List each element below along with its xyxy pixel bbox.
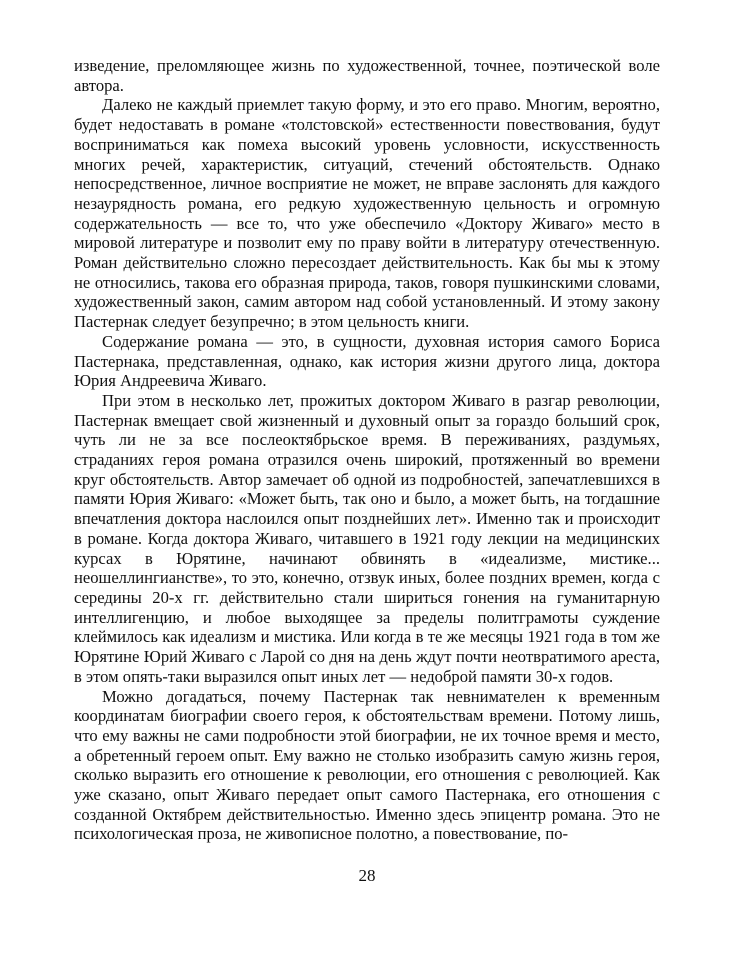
- paragraph: Можно догадаться, почему Пастернак так невнимателен к временным координатам биографии своего героя, к обстоятельствам времени. Потому лишь, что ему важны не сами подробности этой биографии, не их точное время и место, а обретенный героем опыт. Ему важно не столько изобразить самую жизнь героя, сколько выразить его отношение к революции, его отношения с революцией. Как уже сказано, опыт Живаго передает опыт самого Пастернака, его отношения с созданной Октябрем действительностью. Именно здесь эпицентр романа. Это не психологическая проза, не живописное полотно, а повествование, по-: [74, 686, 660, 844]
- paragraph: Далеко не каждый приемлет такую форму, и это его право. Многим, вероятно, будет недоставать в романе «толстовской» естественности повествования, будут восприниматься как помеха высокий уровень условности, искусственность многих речей, характеристик, ситуаций, стечений обстоятельств. Однако непосредственное, личное восприятие не может, не вправе заслонять для каждого незаурядность романа, его редкую художественную цельность и огромную содержательность — все то, что уже обеспечило «Доктору Живаго» место в мировой литературе и позволит ему по праву войти в литературу отечественную. Роман действительно сложно пересоздает действительность. Как бы мы к этому не относились, такова его образная природа, таков, говоря пушкинскими словами, художественный закон, самим автором над собой установленный. И этому закону Пастернак следует безупречно; в этом цельность книги.: [74, 95, 660, 332]
- body-text: [74, 56, 660, 844]
- paragraph: При этом в несколько лет, прожитых доктором Живаго в разгар революции, Пастернак вмещает свой жизненный и духовный опыт за гораздо больший срок, чуть ли не за все послеоктябрьское время. В переживаниях, раздумьях, страданиях героя романа отразился очень широкий, протяженный во времени круг обстоятельств. Автор замечает об одной из подробностей, запечатлевшихся в памяти Юрия Живаго: «Может быть, так оно и было, а может быть, на тогдашние впечатления доктора наслоился опыт позднейших лет». Именно так и происходит в романе. Когда доктора Живаго, читавшего в 1921 году лекции на медицинских курсах в Юрятине, начинают обвинять в «идеализме, мистике... неошеллингианстве», то это, конечно, отзвук иных, более поздних времен, когда с середины 20-х гг. действительно стали шириться гонения на гуманитарную интеллигенцию, и любое выходящее за пределы политграмоты суждение клеймилось как идеализм и мистика. Или когда в те же месяцы 1921 года в том же Юрятине Юрий Живаго с Ларой со дня на день ждут почти неотвратимого ареста, в этом опять-таки выразился опыт иных лет — недоброй памяти 30-х годов.: [74, 390, 660, 686]
- paragraph: Содержание романа — это, в сущности, духовная история самого Бориса Пастернака, представленная, однако, как история жизни другого лица, доктора Юрия Андреевича Живаго.: [74, 331, 660, 391]
- paragraph-continued: изведение, преломляющее жизнь по художественной, точнее, поэтической воле автора.: [74, 56, 660, 95]
- page-number: 28: [358, 866, 376, 885]
